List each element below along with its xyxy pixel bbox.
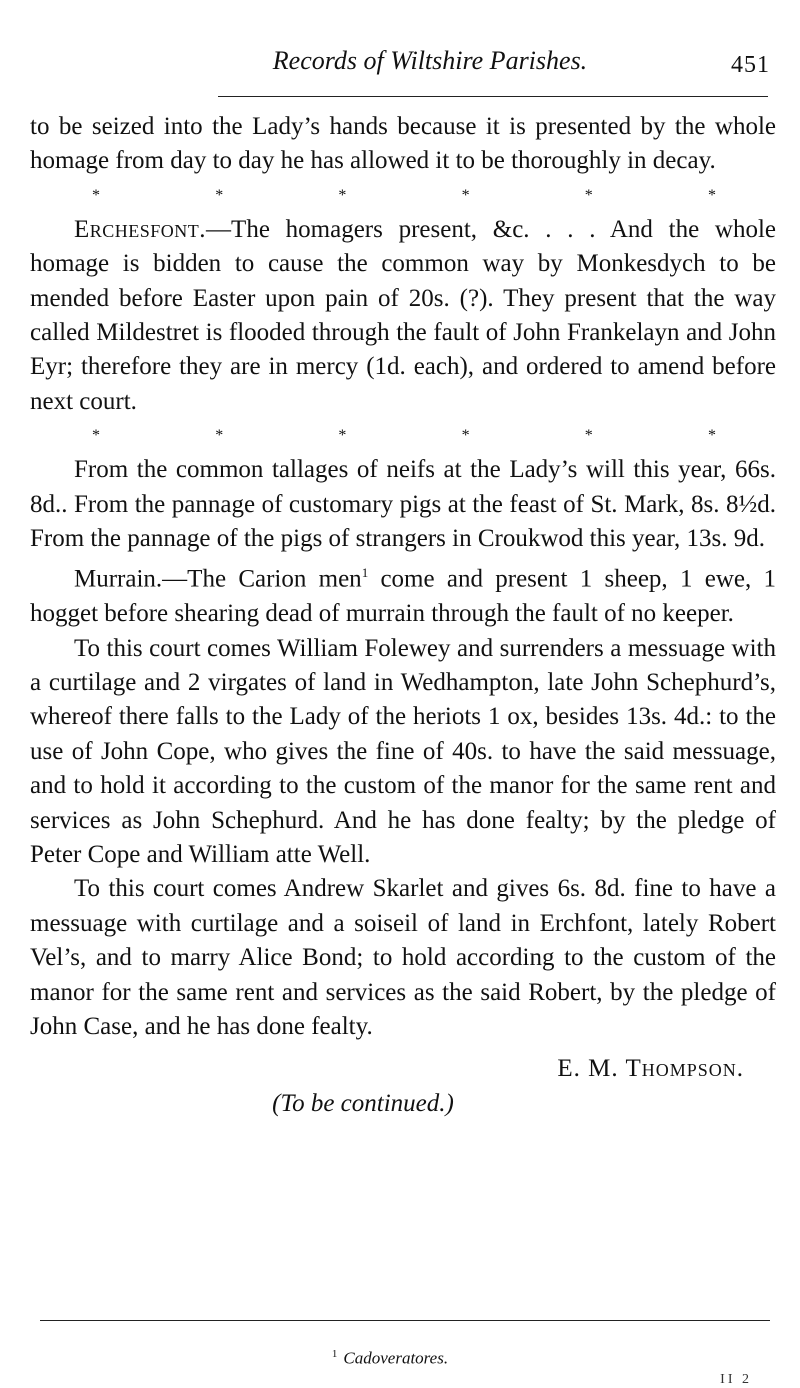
asterisk: * <box>584 427 593 445</box>
running-head <box>30 44 770 80</box>
footnote-reference[interactable]: 1 <box>361 565 369 581</box>
asterisk: * <box>461 186 470 204</box>
section-separator <box>30 179 776 213</box>
paragraph-erchesfont <box>30 213 776 419</box>
asterisk: * <box>461 427 470 445</box>
paragraph-murrain-text-a: Murrain.—The Carion men <box>74 565 362 593</box>
header-rule <box>218 96 768 97</box>
author-signature: E. M. Thompson. <box>557 1055 744 1083</box>
page-number: 451 <box>731 52 770 78</box>
place-name-erchesfont: Erchesfont. <box>74 215 207 243</box>
paragraph-skarlet: To this court comes Andrew Skarlet and gives 6s. 8d. fine to have a messuage with curtilage and a soiseil of land in Erchfont, lately Robert Vel’s, and to marry Alice Bond; to hold according to the custom of the manor for the same rent and services as the said Robert, by the pledge of John Case, and he has done fealty. <box>30 875 776 1041</box>
printer-signature-mark: II 2 <box>720 1372 752 1387</box>
paragraph-murrain <box>30 556 776 631</box>
body-text <box>30 110 776 1121</box>
asterisk: * <box>92 186 100 204</box>
asterisk: * <box>707 427 716 445</box>
asterisk: * <box>338 427 347 445</box>
asterisk: * <box>707 186 716 204</box>
asterisk: * <box>338 186 347 204</box>
asterisk: * <box>215 427 224 445</box>
footnote-number: 1 <box>331 1348 338 1360</box>
paragraph-murrain-text-b: come and present 1 sheep, 1 ewe, 1 hogget before shearing dead of murrain through the fault of no keeper. <box>30 565 776 628</box>
section-separator <box>30 419 776 453</box>
footnote-rule <box>40 1320 770 1321</box>
paragraph-tallages: From the common tallages of neifs at the Lady’s will this year, 66s. 8d.. From the pannage of customary pigs at the feast of St. Mark, 8s. 8½d. From the pannage of the pigs of strangers in Croukwod this year, 13s. 9d. <box>30 456 776 553</box>
asterisk: * <box>92 427 100 445</box>
paragraph-decay: to be seized into the Lady’s hands because it is presented by the whole homage from day to day he has allowed it to be thoroughly in decay. <box>30 113 776 175</box>
footnote-text: Cadoveratores. <box>343 1348 449 1368</box>
paragraph-erchesfont-text: —The homagers present, &c. . . . And the whole homage is bidden to cause the common way by Monkesdych to be mended before Easter upon pain of 20s. (?). They present that the way called Mildestret is flooded through the fault of John Frankelayn and John Eyr; therefore they are in mercy (1d. each), and ordered to amend before next court. <box>30 215 776 415</box>
asterisk: * <box>584 186 593 204</box>
paragraph-folewey: To this court comes William Folewey and surrenders a messuage with a curtilage and 2 virgates of land in Wedhampton, late John Schephurd’s, whereof there falls to the Lady of the heriots 1 ox, besides 13s. 4d.: to the use of John Cope, who gives the fine of 40s. to have the said messuage, and to hold it according to the custom of the manor for the same rent and services as John Schephurd. And he has done fealty; by the pledge of Peter Cope and William atte Well. <box>30 634 776 869</box>
footnote <box>0 1348 800 1369</box>
to-be-continued: (To be continued.) <box>272 1089 454 1117</box>
asterisk: * <box>215 186 224 204</box>
running-title: Records of Wiltshire Parishes. <box>272 46 588 75</box>
